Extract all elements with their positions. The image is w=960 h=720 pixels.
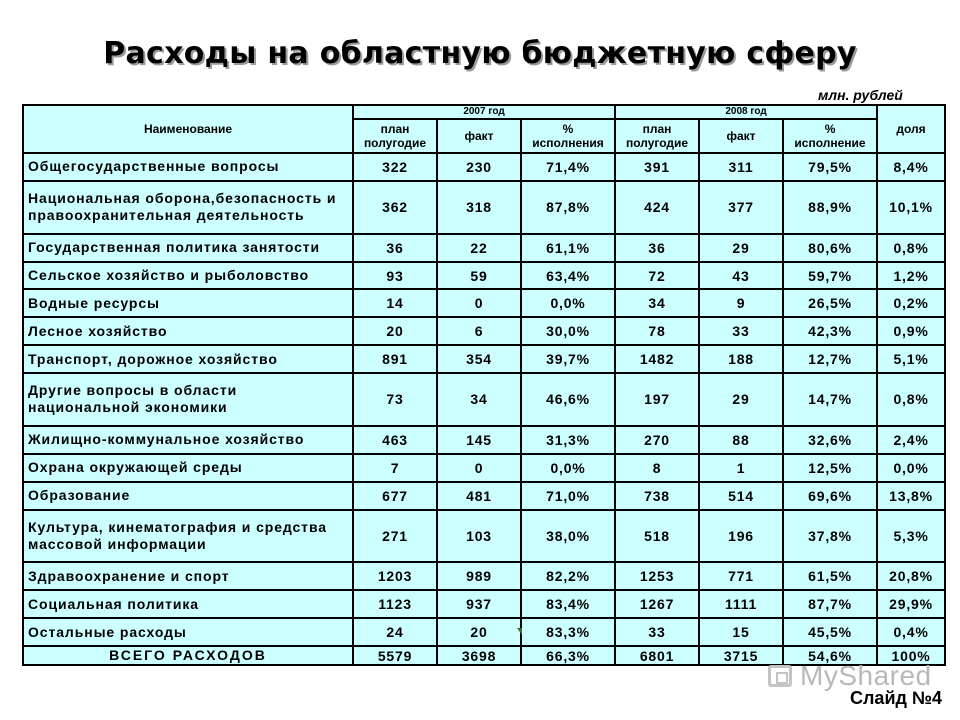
row-name: Общегосударственные вопросы bbox=[23, 153, 353, 181]
cell-pct-2008: 59,7% bbox=[783, 262, 877, 290]
table-row bbox=[23, 153, 945, 181]
table-row bbox=[23, 590, 945, 618]
row-name: Жилищно-коммунальное хозяйство bbox=[23, 426, 353, 454]
cell-pct-2008: 88,9% bbox=[783, 181, 877, 234]
total-plan-2007: 5579 bbox=[353, 646, 437, 665]
cell-pct-2007: 38,0% bbox=[521, 510, 615, 563]
cell-pct-2008: 79,5% bbox=[783, 153, 877, 181]
total-plan-2008: 6801 bbox=[615, 646, 699, 665]
presentation-icon bbox=[768, 665, 792, 687]
table-row bbox=[23, 562, 945, 590]
cell-share: 5,3% bbox=[877, 510, 945, 563]
cell-fact-2008: 29 bbox=[699, 234, 783, 262]
cell-fact-2007: 6 bbox=[437, 317, 521, 345]
cell-fact-2008: 33 bbox=[699, 317, 783, 345]
cell-plan-2008: 34 bbox=[615, 289, 699, 317]
cell-plan-2007: 322 bbox=[353, 153, 437, 181]
cell-plan-2008: 33 bbox=[615, 618, 699, 646]
table-row bbox=[23, 234, 945, 262]
table-row bbox=[23, 262, 945, 290]
cell-plan-2007: 73 bbox=[353, 373, 437, 426]
header-pct-2008: % исполнение bbox=[783, 119, 877, 153]
header-share: доля bbox=[877, 105, 945, 153]
cell-share: 0,0% bbox=[877, 454, 945, 482]
slide-title: Расходы на областную бюджетную сферу bbox=[103, 36, 857, 71]
row-name: Национальная оборона,безопасность и правоохранительная деятельность bbox=[23, 181, 353, 234]
header-name: Наименование bbox=[23, 105, 353, 153]
table-row bbox=[23, 345, 945, 373]
header-year-2007: 2007 год bbox=[353, 105, 615, 119]
cell-fact-2007: 937 bbox=[437, 590, 521, 618]
cell-pct-2008: 14,7% bbox=[783, 373, 877, 426]
cell-fact-2007: 59 bbox=[437, 262, 521, 290]
cell-fact-2007: 481 bbox=[437, 482, 521, 510]
row-name: Сельское хозяйство и рыболовство bbox=[23, 262, 353, 290]
cell-plan-2007: 271 bbox=[353, 510, 437, 563]
cell-plan-2007: 362 bbox=[353, 181, 437, 234]
units-note: млн. рублей bbox=[818, 87, 903, 103]
cell-fact-2008: 311 bbox=[699, 153, 783, 181]
cell-plan-2008: 8 bbox=[615, 454, 699, 482]
cell-pct-2007: 82,2% bbox=[521, 562, 615, 590]
header-fact-2008: факт bbox=[699, 119, 783, 153]
cell-plan-2008: 391 bbox=[615, 153, 699, 181]
cell-pct-2008: 61,5% bbox=[783, 562, 877, 590]
table-row bbox=[23, 482, 945, 510]
header-pct-2007: % исполнения bbox=[521, 119, 615, 153]
cell-plan-2007: 14 bbox=[353, 289, 437, 317]
row-name: Образование bbox=[23, 482, 353, 510]
cell-plan-2007: 36 bbox=[353, 234, 437, 262]
cell-plan-2008: 36 bbox=[615, 234, 699, 262]
row-name: Транспорт, дорожное хозяйство bbox=[23, 345, 353, 373]
header-plan-2007: план полугодие bbox=[353, 119, 437, 153]
cell-fact-2008: 377 bbox=[699, 181, 783, 234]
cell-plan-2008: 518 bbox=[615, 510, 699, 563]
row-name: Здравоохранение и спорт bbox=[23, 562, 353, 590]
watermark-text: MyShared bbox=[800, 660, 932, 691]
cell-pct-2007: 39,7% bbox=[521, 345, 615, 373]
cell-fact-2007: 0 bbox=[437, 289, 521, 317]
header-row-years bbox=[23, 105, 945, 119]
table-row bbox=[23, 373, 945, 426]
cell-fact-2007: 34 bbox=[437, 373, 521, 426]
cell-plan-2008: 197 bbox=[615, 373, 699, 426]
total-share: 100% bbox=[877, 646, 945, 665]
cell-pct-2008: 32,6% bbox=[783, 426, 877, 454]
cell-fact-2007: 230 bbox=[437, 153, 521, 181]
cell-plan-2007: 93 bbox=[353, 262, 437, 290]
row-name: Охрана окружающей среды bbox=[23, 454, 353, 482]
cell-pct-2007: 83,3% bbox=[521, 618, 615, 646]
cell-fact-2007: 318 bbox=[437, 181, 521, 234]
cell-share: 0,8% bbox=[877, 234, 945, 262]
cell-share: 10,1% bbox=[877, 181, 945, 234]
cell-share: 0,8% bbox=[877, 373, 945, 426]
header-plan-2008: план полугодие bbox=[615, 119, 699, 153]
row-name: Социальная политика bbox=[23, 590, 353, 618]
cell-plan-2007: 20 bbox=[353, 317, 437, 345]
cell-plan-2008: 270 bbox=[615, 426, 699, 454]
cell-pct-2007: 61,1% bbox=[521, 234, 615, 262]
cell-share: 20,8% bbox=[877, 562, 945, 590]
cell-plan-2007: 24 bbox=[353, 618, 437, 646]
cell-fact-2008: 15 bbox=[699, 618, 783, 646]
cell-share: 0,9% bbox=[877, 317, 945, 345]
cell-plan-2008: 72 bbox=[615, 262, 699, 290]
cell-pct-2008: 87,7% bbox=[783, 590, 877, 618]
cell-fact-2007: 103 bbox=[437, 510, 521, 563]
cell-share: 13,8% bbox=[877, 482, 945, 510]
total-fact-2008: 3715 bbox=[699, 646, 783, 665]
table-row bbox=[23, 317, 945, 345]
slide-number: Слайд №4 bbox=[850, 688, 943, 708]
cell-pct-2008: 12,5% bbox=[783, 454, 877, 482]
cell-fact-2008: 188 bbox=[699, 345, 783, 373]
cell-fact-2008: 771 bbox=[699, 562, 783, 590]
cell-plan-2008: 738 bbox=[615, 482, 699, 510]
cell-fact-2008: 196 bbox=[699, 510, 783, 563]
cell-plan-2008: 424 bbox=[615, 181, 699, 234]
cell-pct-2008: 42,3% bbox=[783, 317, 877, 345]
cell-pct-2007: 30,0% bbox=[521, 317, 615, 345]
cell-pct-2007: 63,4% bbox=[521, 262, 615, 290]
total-pct-2007: 66,3% bbox=[521, 646, 615, 665]
cell-pct-2008: 12,7% bbox=[783, 345, 877, 373]
cell-plan-2007: 1203 bbox=[353, 562, 437, 590]
cell-fact-2008: 43 bbox=[699, 262, 783, 290]
cell-pct-2007: 83,4% bbox=[521, 590, 615, 618]
cell-pct-2007: 0,0% bbox=[521, 289, 615, 317]
cell-pct-2008: 80,6% bbox=[783, 234, 877, 262]
cell-fact-2007: 989 bbox=[437, 562, 521, 590]
cell-fact-2007: 0 bbox=[437, 454, 521, 482]
cell-share: 5,1% bbox=[877, 345, 945, 373]
total-pct-2008: 54,6% bbox=[783, 646, 877, 665]
cell-plan-2008: 1482 bbox=[615, 345, 699, 373]
cell-fact-2007: 145 bbox=[437, 426, 521, 454]
table-row bbox=[23, 289, 945, 317]
cell-share: 1,2% bbox=[877, 262, 945, 290]
cell-pct-2007: 71,0% bbox=[521, 482, 615, 510]
cell-share: 8,4% bbox=[877, 153, 945, 181]
cell-fact-2007: 20 bbox=[437, 618, 521, 646]
budget-table bbox=[22, 104, 946, 666]
cell-pct-2008: 69,6% bbox=[783, 482, 877, 510]
small-triangle-mark bbox=[517, 628, 522, 635]
cell-pct-2007: 46,6% bbox=[521, 373, 615, 426]
cell-fact-2007: 354 bbox=[437, 345, 521, 373]
cell-share: 0,4% bbox=[877, 618, 945, 646]
total-label: ВСЕГО РАСХОДОВ bbox=[23, 646, 353, 665]
table-row bbox=[23, 510, 945, 563]
row-name: Водные ресурсы bbox=[23, 289, 353, 317]
cell-plan-2008: 1253 bbox=[615, 562, 699, 590]
cell-plan-2007: 677 bbox=[353, 482, 437, 510]
header-year-2008: 2008 год bbox=[615, 105, 877, 119]
table-row bbox=[23, 454, 945, 482]
table-row bbox=[23, 181, 945, 234]
row-name: Другие вопросы в области национальной экономики bbox=[23, 373, 353, 426]
cell-plan-2008: 1267 bbox=[615, 590, 699, 618]
cell-fact-2007: 22 bbox=[437, 234, 521, 262]
cell-pct-2007: 0,0% bbox=[521, 454, 615, 482]
cell-plan-2007: 891 bbox=[353, 345, 437, 373]
cell-fact-2008: 1 bbox=[699, 454, 783, 482]
cell-pct-2007: 87,8% bbox=[521, 181, 615, 234]
cell-share: 2,4% bbox=[877, 426, 945, 454]
cell-pct-2007: 71,4% bbox=[521, 153, 615, 181]
header-fact-2007: факт bbox=[437, 119, 521, 153]
cell-fact-2008: 1111 bbox=[699, 590, 783, 618]
cell-pct-2008: 26,5% bbox=[783, 289, 877, 317]
cell-plan-2008: 78 bbox=[615, 317, 699, 345]
cell-plan-2007: 463 bbox=[353, 426, 437, 454]
cell-fact-2008: 88 bbox=[699, 426, 783, 454]
cell-fact-2008: 29 bbox=[699, 373, 783, 426]
cell-pct-2008: 45,5% bbox=[783, 618, 877, 646]
cell-pct-2008: 37,8% bbox=[783, 510, 877, 563]
cell-plan-2007: 7 bbox=[353, 454, 437, 482]
table-row bbox=[23, 618, 945, 646]
row-name: Государственная политика занятости bbox=[23, 234, 353, 262]
row-name: Остальные расходы bbox=[23, 618, 353, 646]
cell-fact-2008: 514 bbox=[699, 482, 783, 510]
cell-share: 29,9% bbox=[877, 590, 945, 618]
total-fact-2007: 3698 bbox=[437, 646, 521, 665]
cell-fact-2008: 9 bbox=[699, 289, 783, 317]
cell-pct-2007: 31,3% bbox=[521, 426, 615, 454]
row-name: Культура, кинематография и средства массовой информации bbox=[23, 510, 353, 563]
table-row bbox=[23, 426, 945, 454]
row-name: Лесное хозяйство bbox=[23, 317, 353, 345]
cell-plan-2007: 1123 bbox=[353, 590, 437, 618]
cell-share: 0,2% bbox=[877, 289, 945, 317]
